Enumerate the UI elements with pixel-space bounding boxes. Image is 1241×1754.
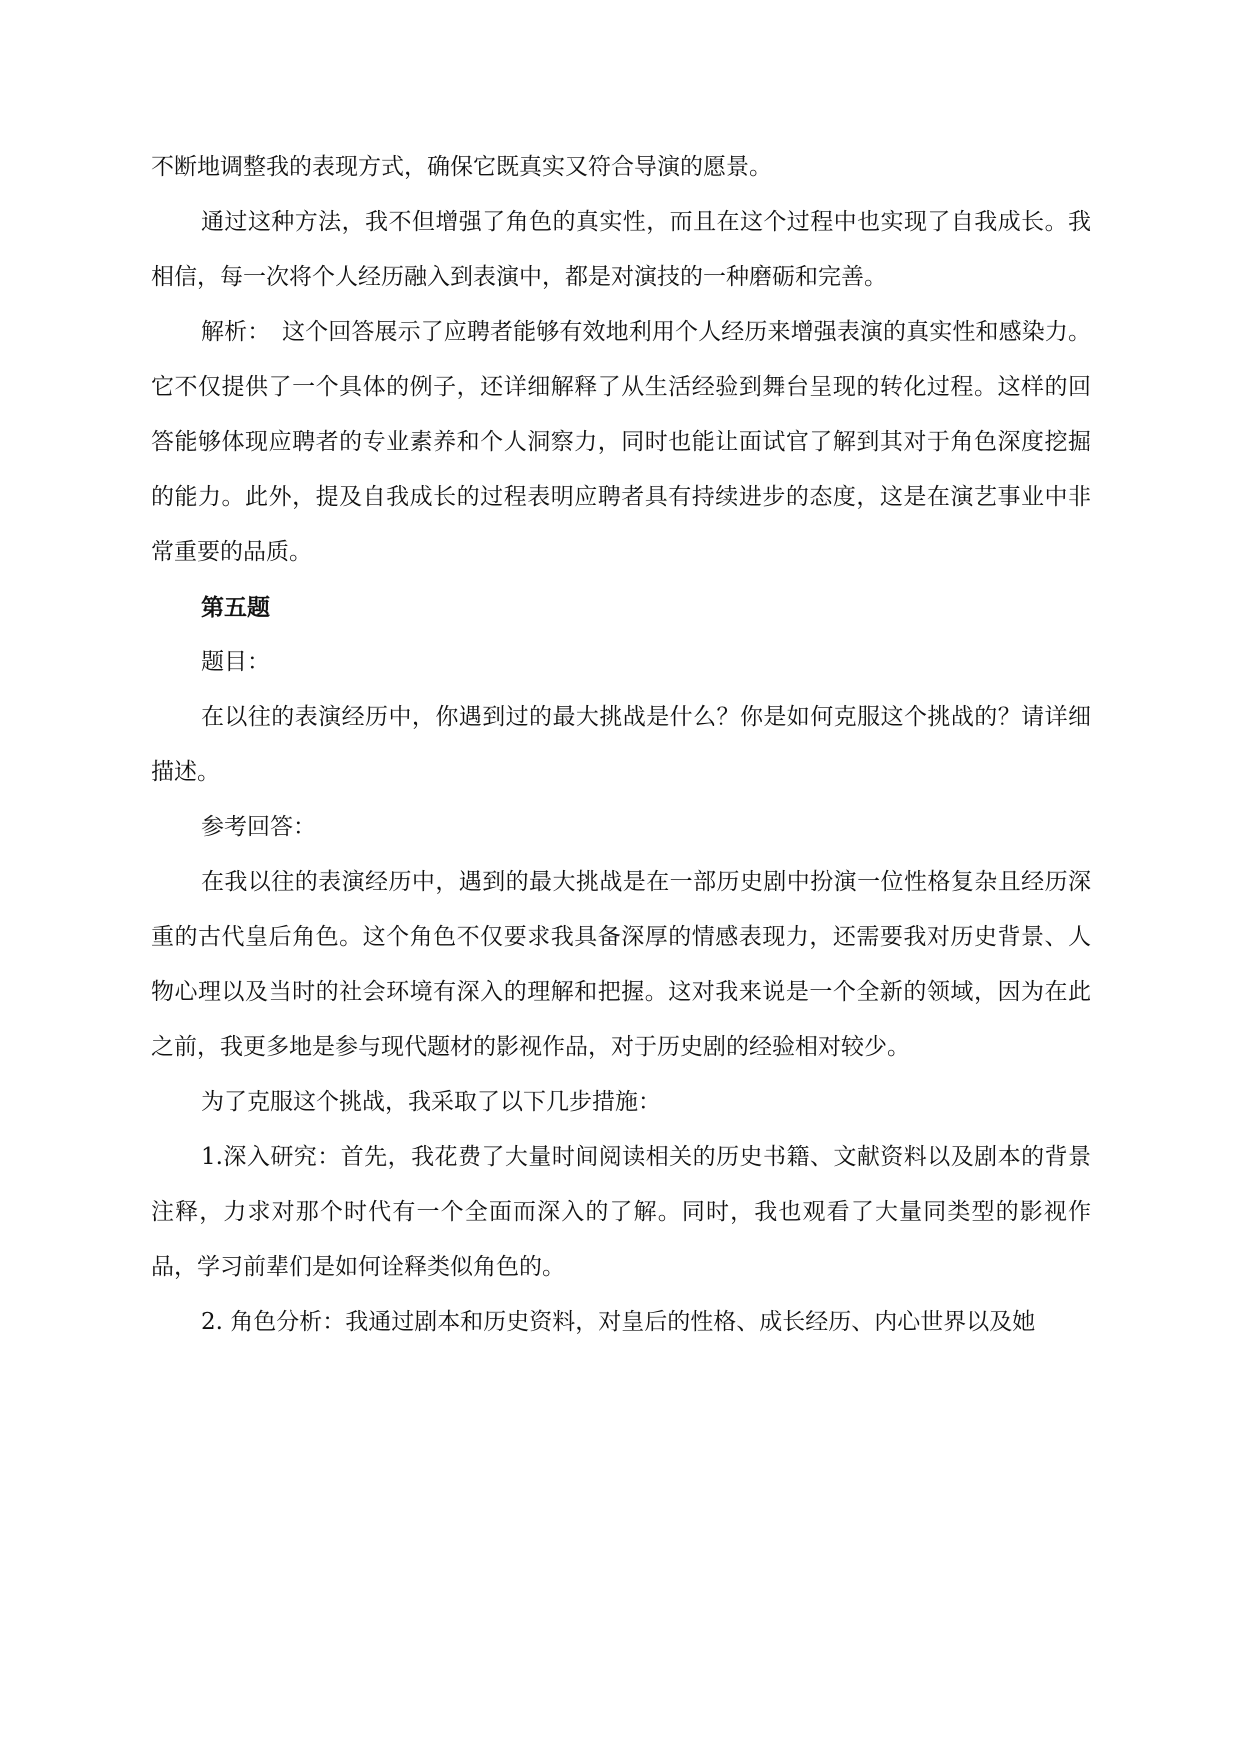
paragraph-continuation: 不断地调整我的表现方式，确保它既真实又符合导演的愿景。: [151, 154, 772, 180]
section-heading: 第五题: [201, 594, 270, 621]
paragraph-method-summary: 通过这种方法，我不但增强了角色的真实性，而且在这个过程中也实现了自我成长。我相信，每一次将个人经历融入到表演中，都是对演技的一种磨砺和完善。: [151, 209, 1091, 290]
question-text: 在以往的表演经历中，你遇到过的最大挑战是什么？你是如何克服这个挑战的？请详细描述。: [151, 704, 1091, 785]
answer-label: 参考回答：: [201, 814, 316, 840]
steps-intro: 为了克服这个挑战，我采取了以下几步措施：: [201, 1089, 661, 1115]
step-item-2: 2. 角色分析：我通过剧本和历史资料，对皇后的性格、成长经历、内心世界以及她: [201, 1309, 1036, 1335]
document-body: [151, 140, 1091, 1350]
paragraph-analysis: 解析： 这个回答展示了应聘者能够有效地利用个人经历来增强表演的真实性和感染力。它不仅提供了一个具体的例子，还详细解释了从生活经验到舞台呈现的转化过程。这样的回答能够体现应聘者的专业素养和个人洞察力，同时也能让面试官了解到其对于角色深度挖掘的能力。此外，提及自我成长的过程表明应聘者具有持续进步的态度，这是在演艺事业中非常重要的品质。: [151, 319, 1091, 565]
question-label: 题目：: [201, 649, 270, 675]
answer-paragraph: 在我以往的表演经历中，遇到的最大挑战是在一部历史剧中扮演一位性格复杂且经历深重的古代皇后角色。这个角色不仅要求我具备深厚的情感表现力，还需要我对历史背景、人物心理以及当时的社会环境有深入的理解和把握。这对我来说是一个全新的领域，因为在此之前，我更多地是参与现代题材的影视作品，对于历史剧的经验相对较少。: [151, 869, 1091, 1060]
step-item-1: 1.深入研究：首先，我花费了大量时间阅读相关的历史书籍、文献资料以及剧本的背景注释，力求对那个时代有一个全面而深入的了解。同时，我也观看了大量同类型的影视作品，学习前辈们是如何诠释类似角色的。: [151, 1144, 1091, 1280]
